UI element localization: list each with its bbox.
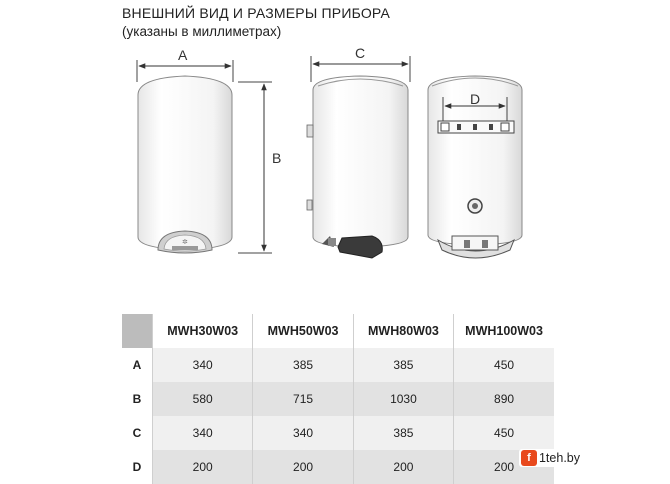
row-label: C	[122, 416, 153, 450]
star-icon: ✲	[182, 239, 188, 246]
dim-label-b: B	[272, 150, 282, 166]
site-logo-icon: f	[521, 450, 537, 466]
table-cell: 385	[253, 348, 353, 382]
table-cell: 385	[353, 416, 453, 450]
watermark-text: 1teh.by	[538, 451, 580, 465]
table-cell: 890	[454, 382, 554, 416]
table-cell: 715	[253, 382, 353, 416]
side-view	[307, 45, 410, 258]
column-header: MWH50W03	[253, 314, 353, 348]
table-row	[122, 416, 554, 450]
page-title: ВНЕШНИЙ ВИД И РАЗМЕРЫ ПРИБОРА	[122, 5, 391, 21]
row-label: A	[122, 348, 153, 382]
table-cell: 1030	[353, 382, 453, 416]
table-cell: 340	[253, 416, 353, 450]
dim-label-d: D	[470, 91, 481, 107]
column-header: MWH80W03	[353, 314, 453, 348]
table-corner	[122, 314, 153, 348]
column-header: MWH100W03	[454, 314, 554, 348]
table-cell: 340	[153, 348, 253, 382]
table-cell: 200	[253, 450, 353, 484]
page-subtitle: (указаны в миллиметрах)	[122, 24, 282, 39]
table-row	[122, 450, 554, 484]
dim-label-a: A	[178, 47, 188, 63]
table-cell: 580	[153, 382, 253, 416]
table-row	[122, 382, 554, 416]
table-cell: 340	[153, 416, 253, 450]
table-cell: 200	[454, 450, 554, 484]
table-cell: 385	[353, 348, 453, 382]
dim-label-c: C	[355, 45, 366, 61]
spec-table	[122, 314, 554, 484]
table-header-row	[122, 314, 554, 348]
table-cell: 200	[353, 450, 453, 484]
table-row	[122, 348, 554, 382]
table-cell: 200	[153, 450, 253, 484]
back-view	[428, 76, 522, 258]
table-cell: 450	[454, 348, 554, 382]
row-label: D	[122, 450, 153, 484]
logo	[172, 246, 198, 250]
watermark	[519, 449, 584, 467]
front-view	[137, 47, 281, 253]
mounting-bracket	[307, 125, 313, 137]
column-header: MWH30W03	[153, 314, 253, 348]
row-label: B	[122, 382, 153, 416]
table-cell: 450	[454, 416, 554, 450]
